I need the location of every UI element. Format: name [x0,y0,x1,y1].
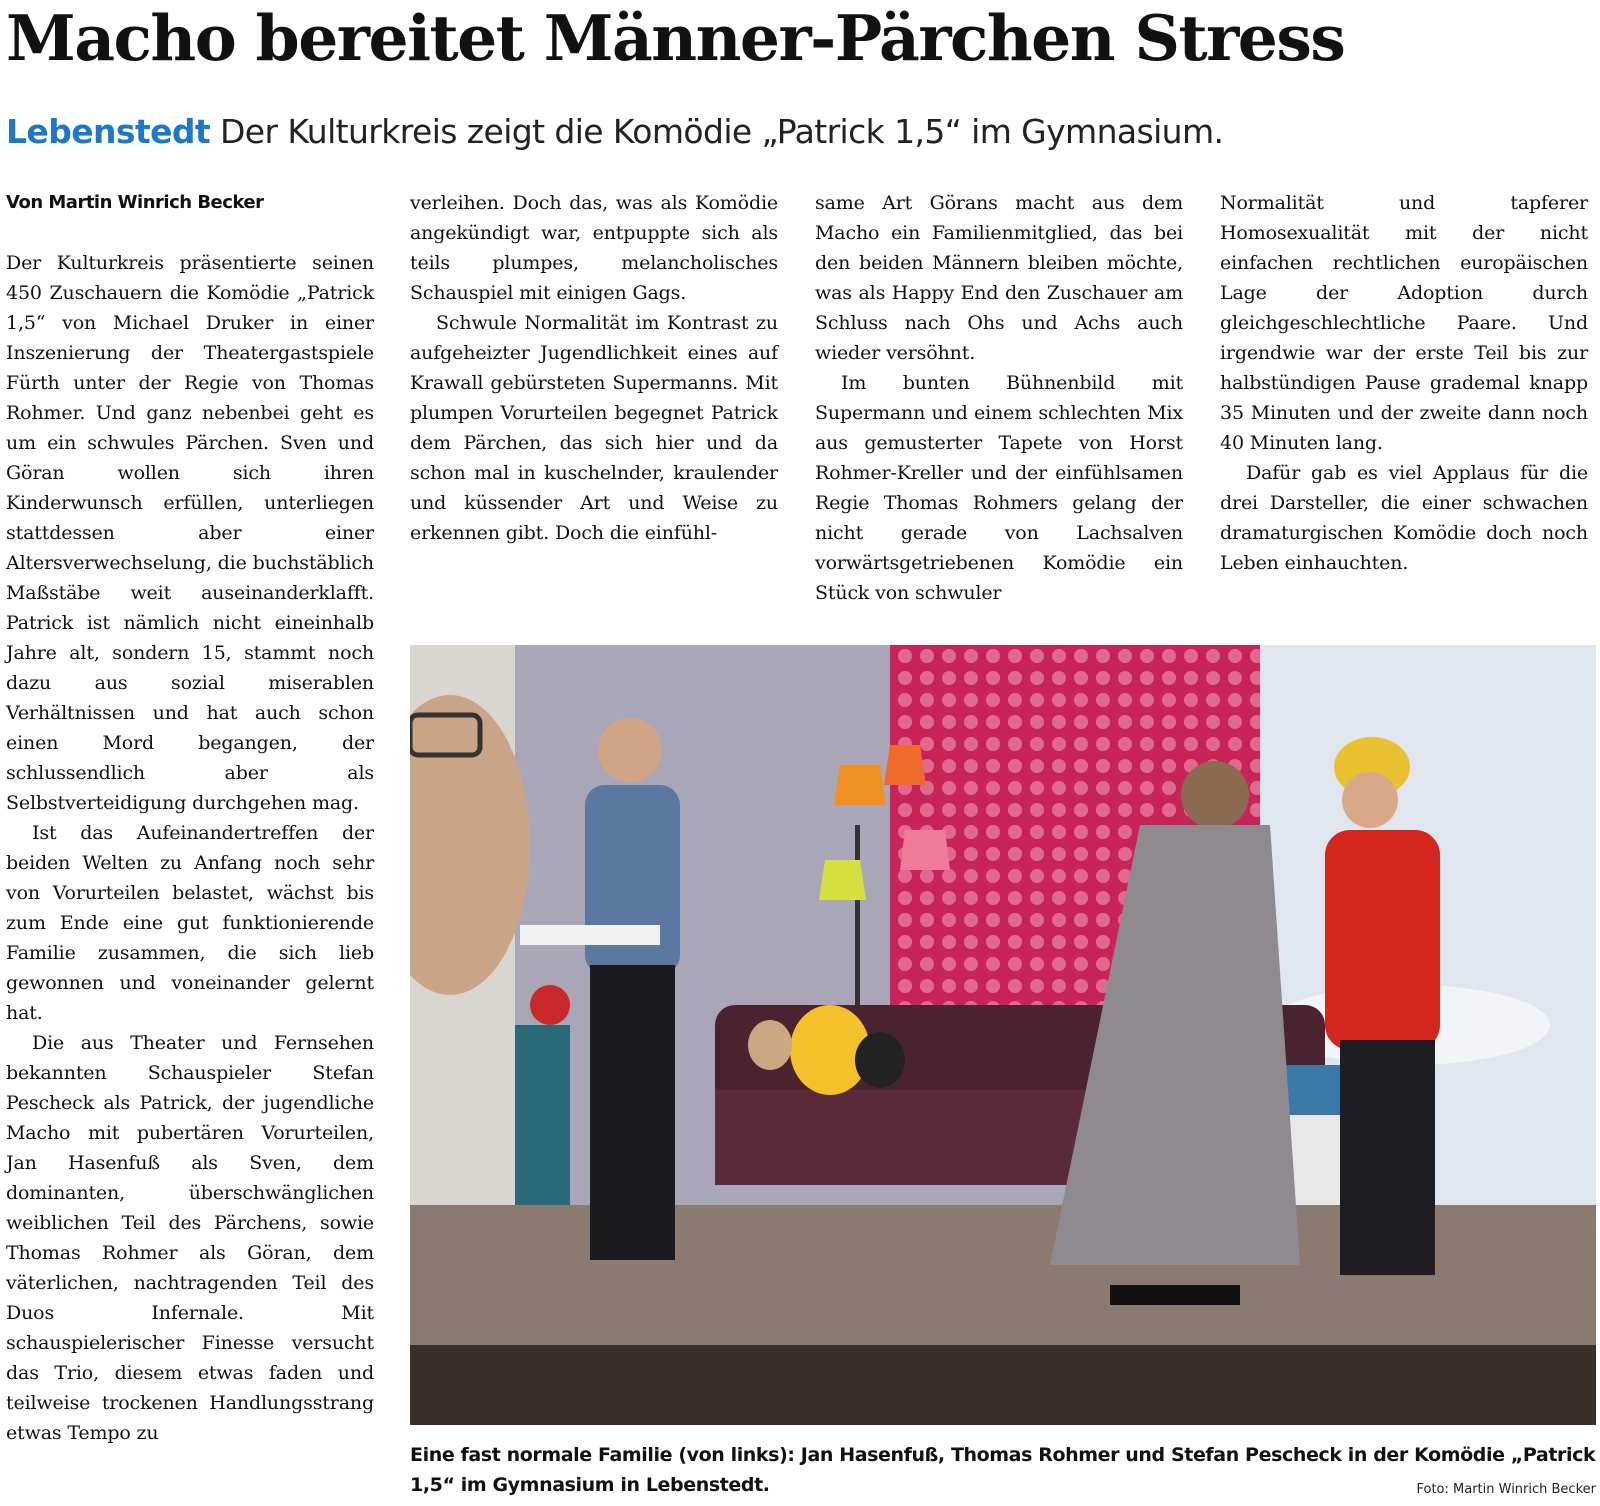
article-column-3 [815,188,1183,608]
article-column-4 [1220,188,1588,578]
article-column-2 [410,188,778,548]
headline: Macho bereitet Männer-Pärchen Stress [6,1,1345,75]
stage-photo [410,645,1596,1425]
article-paragraph: same Art Görans macht aus dem Macho ein Familienmitglied, das bei den beiden Männern bleiben möchte, was als Happy End den Zuschauer am Schluss nach Ohs und Achs auch wieder versöhnt. [815,192,1183,364]
article-paragraph: Dafür gab es viel Applaus für die drei Darsteller, die einer schwachen dramaturgischen Komödie doch noch Leben einhauchten. [1220,462,1588,574]
article-paragraph: Die aus Theater und Fernsehen bekannten Schauspieler Stefan Pescheck als Patrick, der jugendliche Macho mit pubertären Vorurteilen, Jan Hasenfuß als Sven, dem dominanten, überschwänglichen weiblichen Teil des Pärchens, sowie Thomas Rohmer als Göran, dem väterlichen, nachtragenden Teil des Duos Infernale. Mit schauspielerischer Finesse versucht das Trio, diesem etwas faden und teilweise trockenen Handlungsstrang etwas Tempo zu [6,1032,374,1444]
article-paragraph: Ist das Aufeinandertreffen der beiden Welten zu Anfang noch sehr von Vorurteilen belastet, wächst bis zum Ende eine gut funktionierende Familie zusammen, die sich lieb gewonnen und voneinander gelernt hat. [6,822,374,1024]
subline-place: Lebenstedt [6,112,211,151]
subline-text: Der Kulturkreis zeigt die Komödie „Patrick 1,5“ im Gymnasium. [210,112,1224,151]
subline [6,110,1596,154]
article-column-1 [6,188,374,1503]
article-paragraph: verleihen. Doch das, was als Komödie angekündigt war, entpuppte sich als teils plumpes, melancholisches Schauspiel mit einigen Gags. [410,192,778,304]
stage-photo-illustration [410,645,1596,1425]
article-paragraph: Normalität und tapferer Homosexualität mit der nicht einfachen rechtlichen europäischen Lage der Adoption durch gleichgeschlechtliche Paare. Und irgendwie war der erste Teil bis zur halbstündigen Pause grademal knapp 35 Minuten und der zweite dann noch 40 Minuten lang. [1220,192,1588,454]
photo-credit: Foto: Martin Winrich Becker [1416,1482,1596,1497]
article-paragraph: Der Kulturkreis präsentierte seinen 450 Zuschauern die Komödie „Patrick 1,5“ von Michael Druker in einer Inszenierung der Theatergastspiele Fürth unter der Regie von Thomas Rohmer. Und ganz nebenbei geht es um ein schwules Pärchen. Sven und Göran wollen sich ihren Kinderwunsch erfüllen, unterliegen stattdessen aber einer Altersverwechselung, die buchstäblich Maßstäbe weit auseinanderklafft. Patrick ist nämlich nicht eineinhalb Jahre alt, sondern 15, stammt noch dazu aus sozial miserablen Verhältnissen und hat auch schon einen Mord begangen, der schlussendlich aber als Selbstverteidigung durchgehen mag. [6,252,374,814]
byline: Von Martin Winrich Becker [6,192,264,213]
photo-caption: Eine fast normale Familie (von links): Jan Hasenfuß, Thomas Rohmer und Stefan Pescheck in der Komödie „Patrick 1,5“ im Gymnasium in Lebenstedt. [410,1444,1596,1496]
article-paragraph: Im bunten Bühnenbild mit Supermann und einem schlechten Mix aus gemusterter Tapete von Horst Rohmer-Kreller und der einfühlsamen Regie Thomas Rohmers gelang der nicht gerade von Lachsalven vorwärtsgetriebenen Komödie ein Stück von schwuler [815,372,1183,604]
article-paragraph: Schwule Normalität im Kontrast zu aufgeheizter Jugendlichkeit eines auf Krawall gebürsteten Supermanns. Mit plumpen Vorurteilen begegnet Patrick dem Pärchen, das sich hier und da schon mal in kuschelnder, kraulender und küssender Art und Weise zu erkennen gibt. Doch die einfühl- [410,312,778,544]
